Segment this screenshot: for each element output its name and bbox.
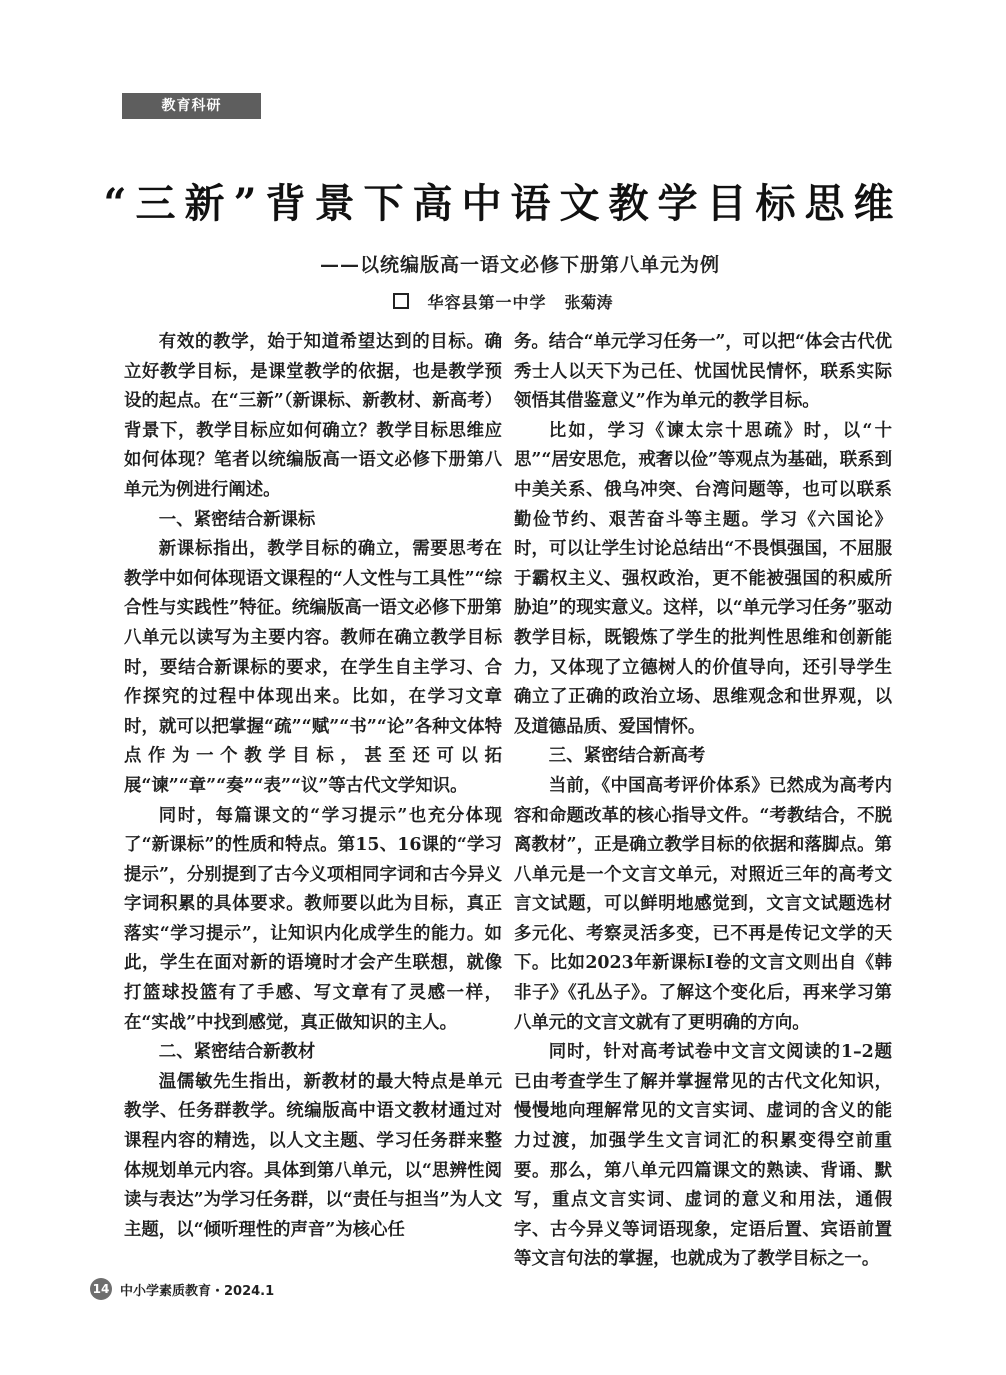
- body-paragraph: 当前，《中国高考评价体系》已然成为高考内容和命题改革的核心指导文件。“考教结合，不脱离教材”，正是确立教学目标的依据和落脚点。第八单元是一个文言文单元，对照近三年的高考文言文试题，可以鲜明地感觉到，文言文试题选材多元化、考察灵活多变，已不再是传记文学的天下。比如2023年新课标Ⅰ卷的文言文则出自《韩非子》《孔丛子》。了解这个变化后，再来学习第八单元的文言文就有了更明确的方向。: [514, 775, 892, 1033]
- body-paragraph: 新课标指出，教学目标的确立，需要思考在教学中如何体现语文课程的“人文性与工具性”“综合性与实践性”特征。统编版高一语文必修下册第八单元以读写为主要内容。教师在确立教学目标时，要结合新课标的要求，在学生自主学习、合作探究的过程中体现出来。比如，在学习文章时，就可以把掌握“疏”“赋”“书”“论”各种文体特点作为一个教学目标，甚至还可以拓展“谏”“章”“奏”“表”“议”等古代文学知识。: [124, 539, 502, 796]
- right-column: [514, 328, 892, 1275]
- body-paragraph-continued: 务。结合“单元学习任务一”，可以把“体会古代优秀士人以天下为己任、忧国忧民情怀，联系实际领悟其借鉴意义”作为单元的教学目标。: [514, 332, 892, 412]
- author-name: 张菊涛: [564, 293, 613, 312]
- square-bullet-icon: [393, 293, 409, 309]
- section-tag: 教育科研: [122, 93, 261, 119]
- article-subtitle: ——以统编版高一语文必修下册第八单元为例: [319, 254, 720, 276]
- body-paragraph: 同时，针对高考试卷中文言文阅读的1–2题已由考查学生了解并掌握常见的古代文化知识，慢慢地向理解常见的文言实词、虚词的含义的能力过渡，加强学生文言词汇的积累变得空前重要。那么，第八单元四篇课文的熟读、背诵、默写，重点文言实词、虚词的意义和用法，通假字、古今异义等词语现象，定语后置、宾语前置等文言句法的掌握，也就成为了教学目标之一。: [514, 1042, 892, 1270]
- article-title: “三新”背景下高中语文教学目标思维: [103, 180, 903, 227]
- page-number-badge: 14: [90, 1278, 112, 1300]
- section-heading-3: 三、紧密结合新高考: [548, 746, 706, 767]
- author-school: 华容县第一中学: [427, 293, 547, 312]
- body-paragraph: 温儒敏先生指出，新教材的最大特点是单元教学、任务群教学。统编版高中语文教材通过对课程内容的精选，以人文主题、学习任务群来整体规划单元内容。具体到第八单元，以“思辨性阅读与表达”为学习任务群，以“责任与担当”为人文主题，以“倾听理性的声音”为核心任: [124, 1071, 502, 1240]
- section-heading-1: 一、紧密结合新课标: [158, 509, 316, 530]
- intro-paragraph: 有效的教学，始于知道希望达到的目标。确立好教学目标，是课堂教学的依据，也是教学预设的起点。在“三新”（新课标、新教材、新高考）背景下，教学目标应如何确立？教学目标思维应如何体现？笔者以统编版高一语文必修下册第八单元为例进行阐述。: [124, 332, 502, 500]
- left-column: [124, 328, 502, 1245]
- byline: [0, 290, 1006, 313]
- page-footer: [90, 1278, 274, 1300]
- section-heading-2: 二、紧密结合新教材: [158, 1042, 316, 1063]
- body-paragraph: 同时，每篇课文的“学习提示”也充分体现了“新课标”的性质和特点。第15、16课的“学习提示”，分别提到了古今义项相同字词和古今异义字词积累的具体要求。教师要以此为目标，真正落实“学习提示”，让知识内化成学生的能力。如此，学生在面对新的语境时才会产生联想，就像打篮球投篮有了手感、写文章有了灵感一样，在“实战”中找到感觉，真正做知识的主人。: [124, 805, 502, 1033]
- body-paragraph: 比如，学习《谏太宗十思疏》时，以“十思”“居安思危，戒奢以俭”等观点为基础，联系到中美关系、俄乌冲突、台湾问题等，也可以联系勤俭节约、艰苦奋斗等主题。学习《六国论》时，可以让学生讨论总结出“不畏惧强国，不屈服于霸权主义、强权政治，更不能被强国的积威所胁迫”的现实意义。这样，以“单元学习任务”驱动教学目标，既锻炼了学生的批判性思维和创新能力，又体现了立德树人的价值导向，还引导学生确立了正确的政治立场、思维观念和世界观，以及道德品质、爱国情怀。: [514, 420, 892, 737]
- journal-name: 中小学素质教育・2024.1: [120, 1283, 275, 1299]
